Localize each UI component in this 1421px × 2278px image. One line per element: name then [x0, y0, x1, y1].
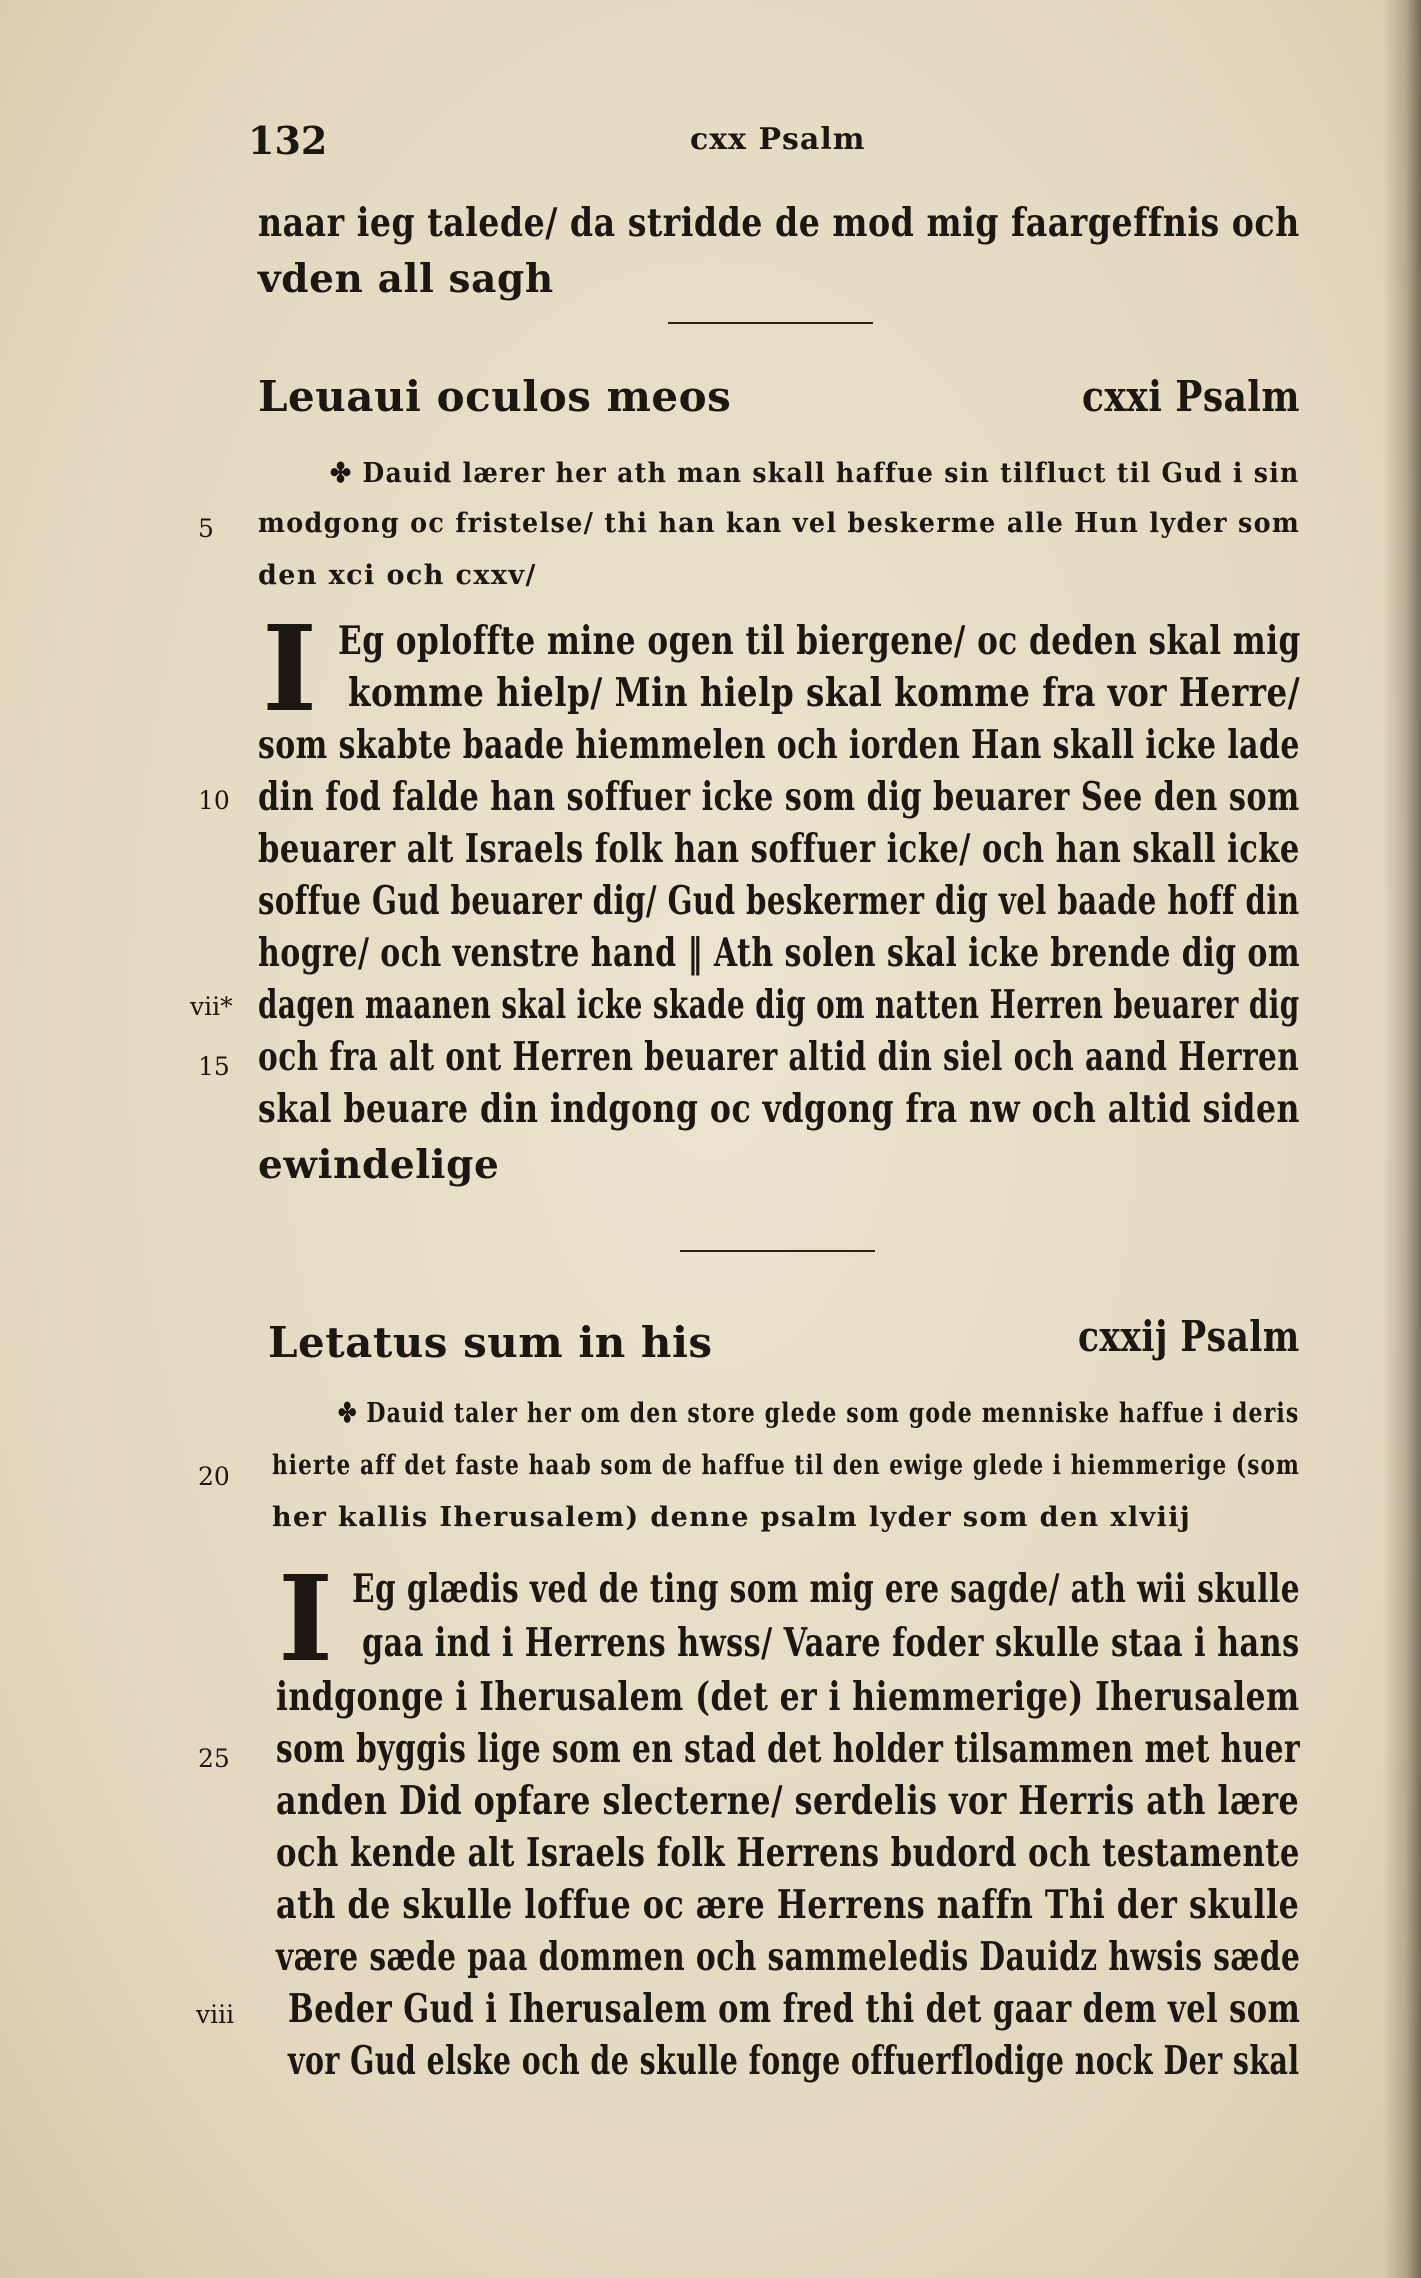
drop-cap: I [278, 1549, 334, 1688]
text-line: soffue Gud beuarer dig/ Gud beskermer dig vel baade hoff din [258, 878, 1300, 924]
text-line: ath de skulle loffue oc ære Herrens naffn Thi der skulle [276, 1882, 1300, 1928]
text-line: ewindelige [258, 1142, 500, 1188]
text-line: din fod falde han soffuer icke som dig beuarer See den som [258, 774, 1300, 820]
text-line: vden all sagh [258, 256, 554, 302]
drop-cap: I [262, 599, 318, 738]
psalm-summary-line: modgong oc fristelse/ thi han kan vel beskerme alle Hun lyder som [258, 508, 1301, 539]
psalm-summary-line: ✤ Dauid taler her om den store glede som gode menniske haffue i deris [338, 1398, 1300, 1429]
line-number: 25 [198, 1744, 230, 1773]
psalm-summary-line: ✤ Dauid lærer her ath man skall haffue sin tilfluct til Gud i sin [330, 458, 1300, 489]
psalm-summary-line: her kallis Iherusalem) denne psalm lyder som den xlviij [272, 1502, 1192, 1533]
text-line: anden Did opfare slecterne/ serdelis vor Herris ath lære [276, 1778, 1300, 1824]
page-edge-shadow [1383, 0, 1421, 2278]
line-number: 15 [198, 1052, 230, 1081]
section-divider [668, 322, 873, 324]
psalm-number: cxxij Psalm [1078, 1312, 1300, 1361]
text-line: Eg glædis ved de ting som mig ere sagde/ ath wii skulle [352, 1566, 1300, 1612]
text-line: och kende alt Israels folk Herrens budord och testamente [276, 1830, 1300, 1876]
page-number: 132 [248, 118, 328, 163]
text-line: som skabte baade hiemmelen och iorden Han skall icke lade [258, 722, 1300, 768]
text-line: vor Gud elske och de skulle fonge offuerflodige nock Der skal [288, 2038, 1300, 2084]
running-title: cxx Psalm [690, 122, 866, 157]
text-line: naar ieg talede/ da stridde de mod mig faargeffnis och [258, 200, 1300, 246]
psalm-summary-line: den xci och cxxv/ [258, 560, 537, 591]
section-divider [680, 1250, 875, 1252]
psalm-number: cxxi Psalm [1082, 372, 1300, 421]
text-line: skal beuare din indgong oc vdgong fra nw och altid siden [258, 1086, 1300, 1132]
line-number: 5 [198, 514, 214, 543]
line-number: 20 [198, 1462, 230, 1491]
margin-marker: vii* [190, 992, 233, 1021]
psalm-summary-line: hierte aff det faste haab som de haffue til den ewige glede i hiemmerige (som [272, 1450, 1300, 1481]
text-line: och fra alt ont Herren beuarer altid din siel och aand Herren [258, 1034, 1300, 1080]
text-line: komme hielp/ Min hielp skal komme fra vor Herre/ [348, 670, 1301, 716]
psalm-incipit: Letatus sum in his [268, 1318, 713, 1367]
text-line: gaa ind i Herrens hwss/ Vaare foder skulle staa i hans [362, 1620, 1300, 1666]
psalm-incipit: Leuaui oculos meos [258, 372, 732, 421]
line-number: 10 [198, 786, 230, 815]
text-line: være sæde paa dommen och sammeledis Dauidz hwsis sæde [276, 1934, 1301, 1980]
text-line: som byggis lige som en stad det holder tilsammen met huer [276, 1726, 1301, 1772]
text-line: Eg oploffte mine ogen til biergene/ oc deden skal mig [338, 618, 1301, 664]
text-line: Beder Gud i Iherusalem om fred thi det gaar dem vel som [288, 1986, 1301, 2032]
text-line: indgonge i Iherusalem (det er i hiemmerige) Iherusalem [276, 1674, 1300, 1720]
text-line: dagen maanen skal icke skade dig om natten Herren beuarer dig [258, 982, 1300, 1028]
text-line: beuarer alt Israels folk han soffuer icke/ och han skall icke [258, 826, 1300, 872]
text-line: hogre/ och venstre hand ‖ Ath solen skal icke brende dig om [258, 930, 1301, 976]
margin-marker: viii [196, 2000, 235, 2029]
